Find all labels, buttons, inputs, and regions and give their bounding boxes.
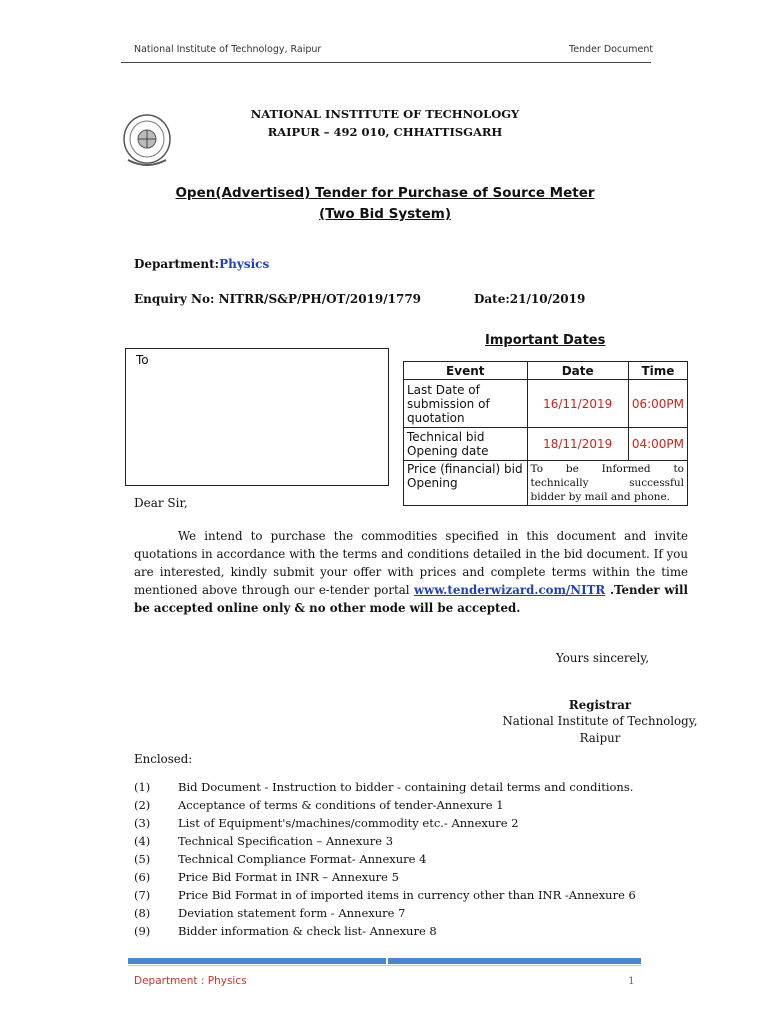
event-cell: Technical bid Opening date xyxy=(404,428,528,461)
table-row xyxy=(404,428,688,461)
list-item xyxy=(134,924,694,942)
list-item xyxy=(134,816,694,834)
department-value: Physics xyxy=(219,257,270,271)
department-line xyxy=(134,257,269,271)
time-cell: 06:00PM xyxy=(628,380,687,428)
list-item xyxy=(134,852,694,870)
list-item xyxy=(134,870,694,888)
list-item-number: (6) xyxy=(134,870,151,884)
event-cell: Last Date of submission of quotation xyxy=(404,380,528,428)
list-item-text: Bidder information & check list- Annexure 8 xyxy=(178,924,437,938)
table-header-row xyxy=(404,362,688,380)
enquiry-date: Date:21/10/2019 xyxy=(474,292,586,306)
body-paragraph xyxy=(134,527,688,617)
enquiry-number: Enquiry No: NITRR/S&P/PH/OT/2019/1779 xyxy=(134,292,422,306)
salutation: Dear Sir, xyxy=(134,496,188,510)
list-item-number: (7) xyxy=(134,888,151,902)
list-item-number: (9) xyxy=(134,924,151,938)
list-item-text: Price Bid Format in INR – Annexure 5 xyxy=(178,870,399,884)
list-item-number: (2) xyxy=(134,798,151,812)
list-item-text: Technical Specification – Annexure 3 xyxy=(178,834,394,848)
closing-city: Raipur xyxy=(579,731,621,745)
institute-logo xyxy=(122,112,172,170)
recipient-box xyxy=(125,348,389,486)
table-row xyxy=(404,380,688,428)
department-label: Department: xyxy=(134,257,220,271)
list-item-number: (4) xyxy=(134,834,151,848)
list-item-text: Bid Document - Instruction to bidder - containing detail terms and conditions. xyxy=(178,780,634,794)
tender-portal-link[interactable]: www.tenderwizard.com/NITR xyxy=(414,583,606,597)
list-item-number: (1) xyxy=(134,780,151,794)
closing-yours: Yours sincerely, xyxy=(556,651,650,665)
important-dates-title: Important Dates xyxy=(485,333,606,348)
enclosed-list xyxy=(134,780,694,942)
col-date: Date xyxy=(527,362,628,380)
header-divider xyxy=(121,62,651,63)
list-item-number: (8) xyxy=(134,906,151,920)
list-item xyxy=(134,888,694,906)
page-number: 1 xyxy=(628,975,635,987)
time-cell: 04:00PM xyxy=(628,428,687,461)
list-item-text: Deviation statement form - Annexure 7 xyxy=(178,906,406,920)
body-bold-tail: .Tender will be accepted online only & no other mode will be accepted. xyxy=(134,583,689,615)
header-left: National Institute of Technology, Raipur xyxy=(134,44,322,55)
tender-title: Open(Advertised) Tender for Purchase of Source Meter xyxy=(175,185,595,201)
list-item-number: (5) xyxy=(134,852,151,866)
col-event: Event xyxy=(404,362,528,380)
closing-role: Registrar xyxy=(568,698,632,712)
list-item-text: Technical Compliance Format- Annexure 4 xyxy=(178,852,427,866)
list-item xyxy=(134,906,694,924)
footer-bar-left xyxy=(128,958,386,964)
list-item xyxy=(134,834,694,852)
recipient-label: To xyxy=(136,353,149,367)
enclosed-label: Enclosed: xyxy=(134,752,193,766)
event-cell: Price (financial) bid Opening xyxy=(404,461,528,506)
institute-name: NATIONAL INSTITUTE OF TECHNOLOGY xyxy=(250,107,520,121)
footer-bar-right xyxy=(388,958,641,964)
footer-department: Department : Physics xyxy=(134,975,247,987)
list-item-text: Price Bid Format in of imported items in currency other than INR -Annexure 6 xyxy=(178,888,636,902)
list-item-text: List of Equipment's/machines/commodity etc.- Annexure 2 xyxy=(178,816,519,830)
body-text: We intend to purchase the commodities specified in this document and invite quotations in accordance with the terms and conditions detailed in the bid document. If you are interested, kindly submit your offer with prices and complete terms within the time mentioned above through our e-tender portal xyxy=(134,529,688,597)
list-item-number: (3) xyxy=(134,816,151,830)
list-item xyxy=(134,798,694,816)
closing-org: National Institute of Technology, xyxy=(502,714,698,728)
date-cell: 16/11/2019 xyxy=(527,380,628,428)
note-cell: To be Informed to technically successful bidder by mail and phone. xyxy=(527,461,687,506)
important-dates-table xyxy=(403,361,688,506)
institute-address: RAIPUR – 492 010, CHHATTISGARH xyxy=(267,125,503,139)
date-cell: 18/11/2019 xyxy=(527,428,628,461)
footer-divider xyxy=(128,965,641,966)
col-time: Time xyxy=(628,362,687,380)
tender-subtitle: (Two Bid System) xyxy=(318,206,452,222)
header-right: Tender Document xyxy=(569,44,654,55)
list-item-text: Acceptance of terms & conditions of tender-Annexure 1 xyxy=(178,798,504,812)
list-item xyxy=(134,780,694,798)
table-row xyxy=(404,461,688,506)
